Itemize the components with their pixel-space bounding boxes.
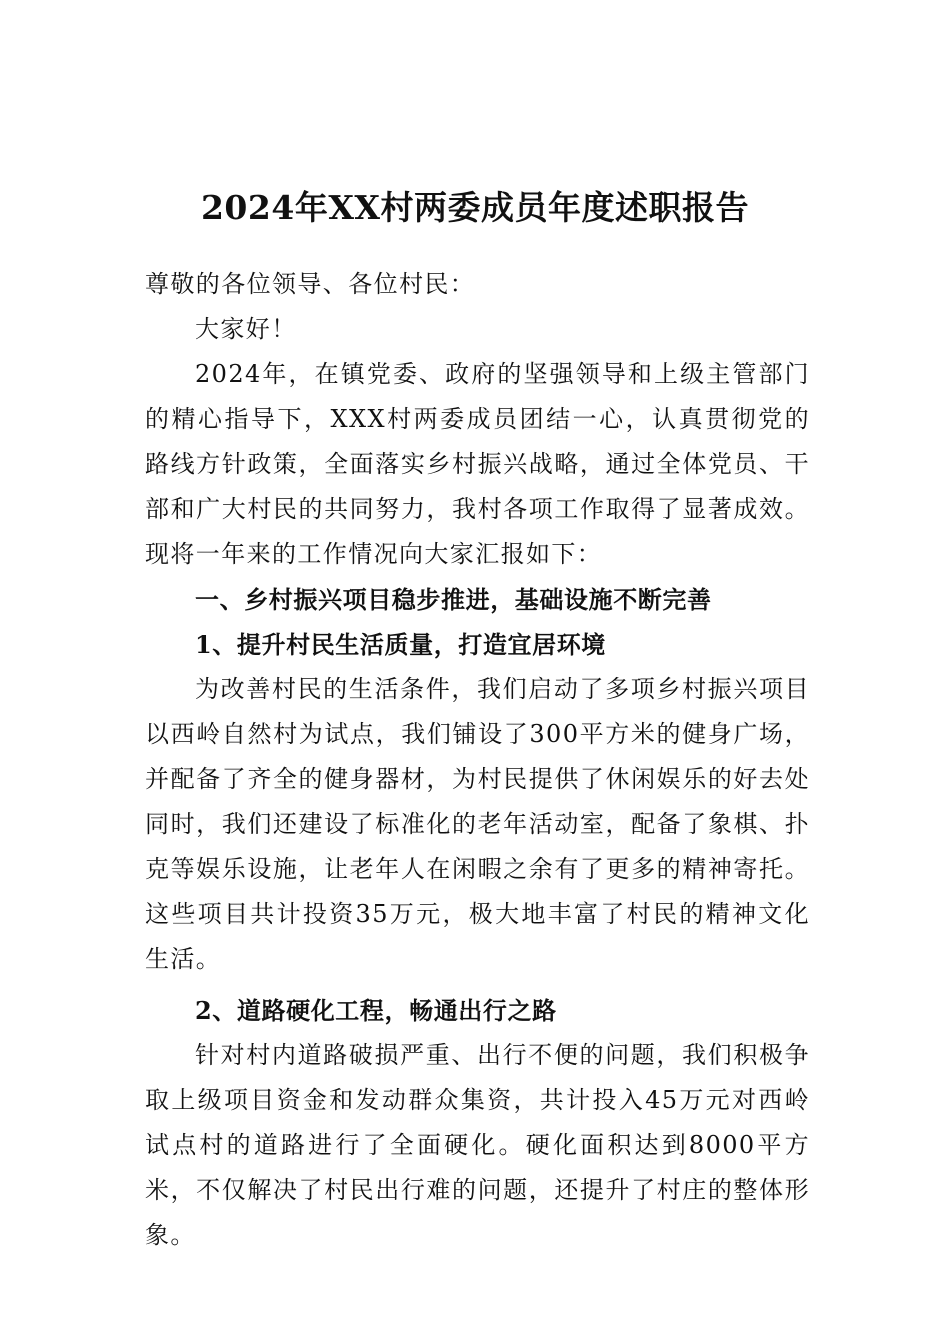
document-title: 2024年XX村两委成员年度述职报告 xyxy=(200,188,750,228)
document-body xyxy=(145,262,810,1258)
intro-paragraph: 2024年，在镇党委、政府的坚强领导和上级主管部门的精心指导下，XXX村两委成员团结一心，认真贯彻党的路线方针政策，全面落实乡村振兴战略，通过全体党员、干部和广大村民的共同努力，我村各项工作取得了显著成效。现将一年来的工作情况向大家汇报如下： xyxy=(145,360,810,568)
subsection-2-heading: 2、道路硬化工程，畅通出行之路 xyxy=(195,996,557,1025)
section-1-heading: 一、乡村振兴项目稳步推进，基础设施不断完善 xyxy=(195,585,712,614)
salutation: 尊敬的各位领导、各位村民： xyxy=(145,270,476,298)
greeting: 大家好！ xyxy=(195,315,297,343)
subsection-2-paragraph: 针对村内道路破损严重、出行不便的问题，我们积极争取上级项目资金和发动群众集资，共计投入45万元对西岭试点村的道路进行了全面硬化。硬化面积达到8000平方米，不仅解决了村民出行难的问题，还提升了村庄的整体形象。 xyxy=(145,1041,810,1249)
subsection-1-heading: 1、提升村民生活质量，打造宜居环境 xyxy=(195,630,606,659)
subsection-1-paragraph: 为改善村民的生活条件，我们启动了多项乡村振兴项目以西岭自然村为试点，我们铺设了300平方米的健身广场，并配备了齐全的健身器材，为村民提供了休闲娱乐的好去处同时，我们还建设了标准化的老年活动室，配备了象棋、扑克等娱乐设施，让老年人在闲暇之余有了更多的精神寄托。这些项目共计投资35万元，极大地丰富了村民的精神文化生活。 xyxy=(145,675,810,973)
